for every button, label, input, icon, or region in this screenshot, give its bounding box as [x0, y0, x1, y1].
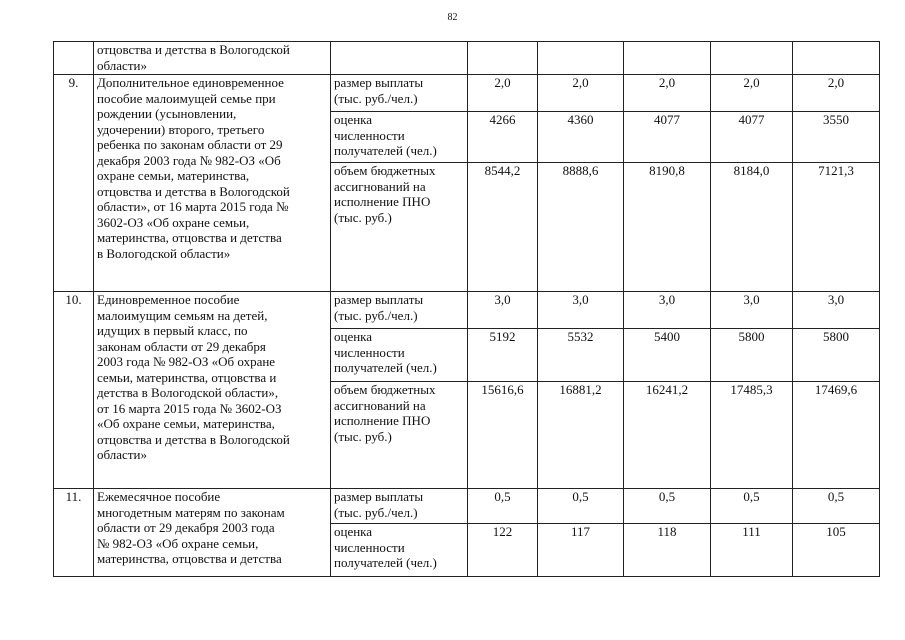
value-cell: 4077	[624, 112, 711, 163]
value-cell: 2,0	[711, 75, 793, 112]
value-cell: 5532	[538, 329, 624, 382]
value-cell: 122	[468, 524, 538, 577]
row-number-cell	[54, 42, 94, 75]
value-cell: 3,0	[793, 292, 880, 329]
value-cell	[468, 42, 538, 75]
description-cell: Ежемесячное пособие многодетным матерям по законам области от 29 декабря 2003 года № 982-ОЗ «Об охране семьи, материнства, отцовства и детства	[94, 489, 331, 577]
indicator-cell: размер выплаты (тыс. руб./чел.)	[331, 75, 468, 112]
value-cell: 4360	[538, 112, 624, 163]
indicator-cell: оценка численности получателей (чел.)	[331, 524, 468, 577]
value-cell: 4266	[468, 112, 538, 163]
table-row	[54, 42, 880, 75]
value-cell: 8544,2	[468, 163, 538, 292]
table-row	[54, 292, 880, 329]
value-cell: 3,0	[624, 292, 711, 329]
indicator-cell: оценка численности получателей (чел.)	[331, 112, 468, 163]
value-cell	[793, 42, 880, 75]
description-cell: Единовременное пособие малоимущим семьям на детей, идущих в первый класс, по законам области от 29 декабря 2003 года № 982-ОЗ «Об охране семьи, материнства, отцовства и детства в Вологодской области», от 16 марта 2015 года № 3602-ОЗ «Об охране семьи, материнства, отцовства и детства в Вологодской области»	[94, 292, 331, 489]
value-cell: 16241,2	[624, 382, 711, 489]
value-cell: 3,0	[711, 292, 793, 329]
description-cell: отцовства и детства в Вологодской области»	[94, 42, 331, 75]
indicator-cell: объем бюджетных ассигнований на исполнение ПНО (тыс. руб.)	[331, 163, 468, 292]
value-cell: 17485,3	[711, 382, 793, 489]
indicator-cell: размер выплаты (тыс. руб./чел.)	[331, 292, 468, 329]
value-cell: 16881,2	[538, 382, 624, 489]
value-cell: 2,0	[793, 75, 880, 112]
value-cell: 2,0	[468, 75, 538, 112]
value-cell: 0,5	[538, 489, 624, 524]
value-cell: 0,5	[793, 489, 880, 524]
value-cell: 2,0	[624, 75, 711, 112]
value-cell: 7121,3	[793, 163, 880, 292]
indicator-cell: оценка численности получателей (чел.)	[331, 329, 468, 382]
value-cell: 0,5	[468, 489, 538, 524]
page-number: 82	[447, 12, 458, 23]
value-cell: 2,0	[538, 75, 624, 112]
row-number-cell: 10.	[54, 292, 94, 489]
indicator-cell: объем бюджетных ассигнований на исполнение ПНО (тыс. руб.)	[331, 382, 468, 489]
row-number-cell: 11.	[54, 489, 94, 577]
value-cell	[711, 42, 793, 75]
value-cell	[624, 42, 711, 75]
value-cell: 105	[793, 524, 880, 577]
value-cell: 118	[624, 524, 711, 577]
value-cell: 8888,6	[538, 163, 624, 292]
value-cell: 5400	[624, 329, 711, 382]
value-cell: 8184,0	[711, 163, 793, 292]
value-cell: 15616,6	[468, 382, 538, 489]
value-cell: 17469,6	[793, 382, 880, 489]
value-cell: 0,5	[624, 489, 711, 524]
table-row	[54, 75, 880, 112]
value-cell: 3550	[793, 112, 880, 163]
table-row	[54, 489, 880, 524]
value-cell: 0,5	[711, 489, 793, 524]
value-cell: 4077	[711, 112, 793, 163]
value-cell: 117	[538, 524, 624, 577]
row-number-cell: 9.	[54, 75, 94, 292]
value-cell: 5192	[468, 329, 538, 382]
indicator-cell	[331, 42, 468, 75]
indicator-cell: размер выплаты (тыс. руб./чел.)	[331, 489, 468, 524]
value-cell: 8190,8	[624, 163, 711, 292]
value-cell: 5800	[711, 329, 793, 382]
value-cell	[538, 42, 624, 75]
value-cell: 111	[711, 524, 793, 577]
value-cell: 5800	[793, 329, 880, 382]
description-cell: Дополнительное единовременное пособие малоимущей семье при рождении (усыновлении, удочерении) второго, третьего ребенка по законам области от 29 декабря 2003 года № 982-ОЗ «Об охране семьи, материнства, отцовства и детства в Вологодской области», от 16 марта 2015 года № 3602-ОЗ «Об охране семьи, материнства, отцовства и детства в Вологодской области»	[94, 75, 331, 292]
benefits-table	[53, 41, 880, 577]
value-cell: 3,0	[468, 292, 538, 329]
value-cell: 3,0	[538, 292, 624, 329]
